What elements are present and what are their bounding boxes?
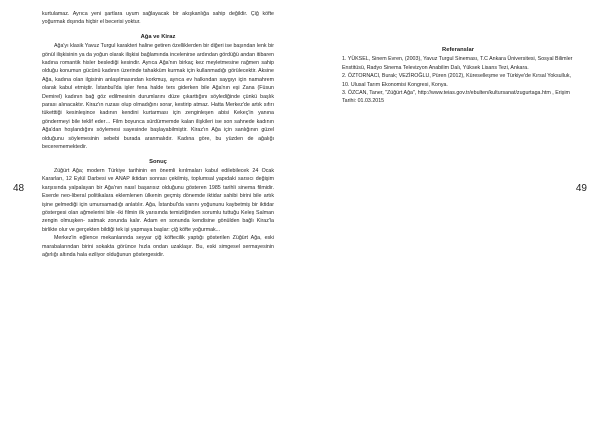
- reference-item: 1. YÜKSEL, Sinem Evren, (2003), Yavuz Turgul Sineması, T.C Ankara Üniversitesi, Sosyal Bilimler Enstitüsü, Radyo Sinema Televizyon Anabilim Dalı, Yüksek Lisans Tezi, Ankara.: [342, 56, 573, 71]
- conclusion-paragraph-2: Merkez'in eğlence mekanlarında seyyar çiğ köftecilik yaptığı gösterilen Züğürt Ağa, eski marabalarından birini sokakta görünce hızla ondan uzaklaşır. Bu, eski simgesel sermayesinin ağırlığı altında hala eziliyor olduğunun göstergesidir.: [42, 235, 274, 258]
- right-page: [300, 0, 600, 425]
- page-number-left: 48: [13, 183, 25, 194]
- section-paragraph: Ağa'yı klasik Yavuz Turgul karakteri haline getiren özelliklerden bir diğeri ise başından lenk bir gönül ilişkisinin ya da yoğun olarak ilişkisi bağlamında incelenirse ardından gördüğü andan itibaren kadına romantik hisler beslediği kesindir. Ayrıca Ağa'nın birkaç kez meyletmesine rağmen sahip olduğu konumun gücünü kadının üzerinde tahakküm kurmak için kullanmadığı görülecektir. Aksine Ağa, kadına olan ilgisinin anlaşılmasından korkmuş, ayrıca ev halkından saygıyı için namahrem olarak kabul etmiştir. İstanbul'da işler fena halde ters giderken bile Ağa'nın eşi Zana (Füsun Demirel) kadının bağ göz edilmesinin durumlarını düze çıkarttığını söylediğinde çünkü başlık parası alınacaktır. Kiraz'ın ruzası olup olmadığını sorar, kestirip atmaz. Hatta Merkez'de artık sıfırı tüketttiği kesinleşince kadının kendini kurtarması için zenginleşen abisi Kekeç'in yanına göndermeyi bile teklif eder… Film boyunca sürdürmemde kalan ilişkileri ise son sahnede kadının Ağa'dan hoşlandığını söylemesi sayesinde başlayabilmiştir. Kiraz'ın Ağa için sanlığının güzel olduğunu söylemesinin sebebi burada aranmalıdır. Kadına göre, bu yüzden de ağalığı becerememektedir.: [42, 43, 274, 151]
- reference-item: 2. ÖZTORNACI, Burak; VEZİROĞLU, Püren (2012), Küreselleşme ve Türkiye'de Kırsal Yoksulluk, 10. Ulusal Tarım Ekonomisi Kongresi, Konya.: [342, 73, 571, 88]
- section-heading-sonuc: Sonuç: [149, 158, 167, 165]
- reference-item: 3. ÖZCAN, Taner, "Züğürt Ağa", http://www.teias.gov.tr/ebulten/kultursanat/zugurtaga.htm , Erişim Tarihi: 01.03.2015: [342, 90, 570, 105]
- conclusion-paragraph-1: Züğürt Ağa; modern Türkiye tarihinin en önemli kırılmaları kabul edilebilecek 24 Ocak Kararları, 12 Eylül Darbesi ve ANAP iktidarı sonrası çekilmiş, toplumsal yapıdaki sarsıcı değişim karşısında yalpalayan bir Ağa'nın nasıl başarısız olduğunu gösteren 1985 tarihli sinema filmidir. Eserde neo-liberal politikalara eklemlenen ülkenin geçmiş dönemde iktidar sahibi birini bile artık işine gelmediği için umursamadığı anlatılır. Ağa, İstanbul'da varını yoğununu kaybetmiş bir iktidar göstergesi olan ağmelerini bile -iki filmin ilk yarısında temizliğinden sorumlu tuttuğu Keleş Salman zengin olmuşken- satmak zorunda kalır. Adam en sonunda kendisine gönülden bağlı Kiraz'la birlikte olur ve gerçekten bildiği tek işi yapmaya başlar: çiğ köfte yoğurmak...: [42, 167, 274, 233]
- page-number-right: 49: [575, 183, 587, 194]
- section-heading-aga-ve-kiraz: Ağa ve Kiraz: [140, 33, 176, 40]
- intro-paragraph: kurtulamaz. Ayrıca yeni şartlara uyum sağlayacak bir akışkanlığa sahip değildir. Çiğ köfte yoğurmak dışında hiçbir el becerisi yoktur.: [42, 11, 274, 26]
- references-section: [342, 46, 574, 106]
- references-heading: Referanslar: [442, 47, 474, 53]
- left-text-column: [42, 10, 274, 259]
